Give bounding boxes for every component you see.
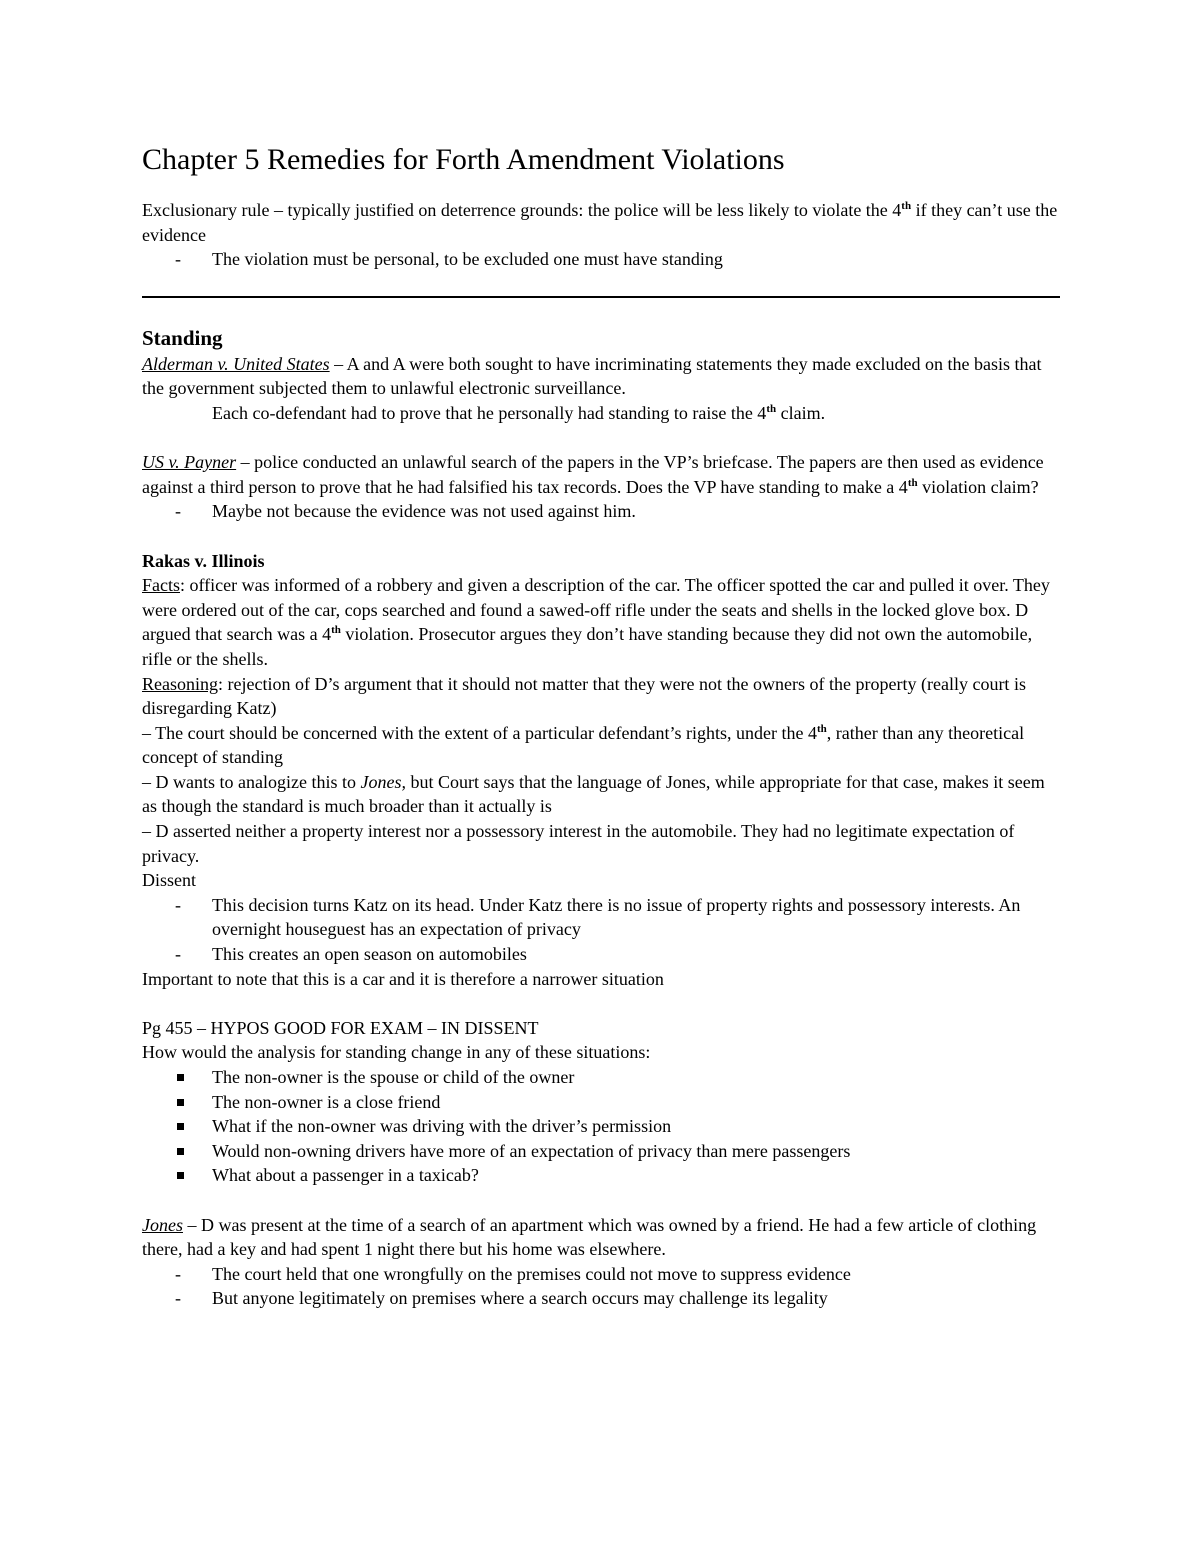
payner-paragraph [142,450,1060,499]
superscript: th [331,624,341,637]
document-title: Chapter 5 Remedies for Forth Amendment Violations [142,143,785,176]
list-item [142,1065,1060,1090]
rakas-heading: Rakas v. Illinois [142,550,265,571]
dash-marker: - [175,944,181,965]
dash-marker: - [175,501,181,522]
jones-text: – D was present at the time of a search of an apartment which was owned by a friend. He had a few article of clothing there, had a key and had spent 1 night there but his home was elsewhere. [142,1214,1037,1260]
superscript: th [766,402,777,415]
case-name-payner: US v. Payner [142,452,237,473]
dash-marker: - [175,249,181,270]
intro-bullet-list [142,247,1060,272]
list-item-text: Maybe not because the evidence was not used against him. [212,501,636,522]
point-text: – The court should be concerned with the extent of a particular defendant’s rights, under the 4 [142,722,817,743]
superscript: th [816,722,827,735]
intro-text: Exclusionary rule – typically justified on deterrence grounds: the police will be less likely to violate the 4 [142,200,902,220]
reasoning-label: Reasoning [142,673,218,694]
list-item-text: What about a passenger in a taxicab? [212,1165,479,1186]
point-text-end: , rather than any theoretical concept of standing [142,722,1025,768]
hypos-heading: Pg 455 – HYPOS GOOD FOR EXAM – IN DISSENT [142,1017,539,1038]
rakas-facts [142,573,1060,671]
list-item-text: The non-owner is a close friend [212,1091,441,1112]
list-item-text: The non-owner is the spouse or child of the owner [212,1067,575,1087]
spacer [142,1188,1060,1213]
list-item [142,1262,1060,1287]
payner-bullet-list [142,499,1060,524]
dash-marker: - [175,894,181,915]
point-text-end: but Court says that the language of Jones, while appropriate for that case, makes it seem as though the standard is much broader than it actually is [142,771,1045,817]
list-item [142,1114,1060,1139]
list-item [142,1286,1060,1311]
alderman-note-end: claim. [776,402,826,423]
list-item [142,499,1060,524]
payner-text-end: violation claim? [917,476,1039,497]
superscript: th [907,476,918,489]
dissent-bullet-list [142,893,1060,967]
spacer [142,426,1060,451]
exclusionary-rule-paragraph [142,198,1060,247]
superscript: th [901,200,912,212]
spacer [142,524,1060,549]
jones-paragraph [142,1213,1060,1262]
square-bullet-icon [177,1172,184,1179]
list-item-text: This decision turns Katz on its head. Under Katz there is no issue of property rights and possessory interests. An overnight houseguest has an expectation of privacy [212,894,1021,940]
case-name-jones: Jones [142,1214,183,1235]
jones-bullet-list [142,1262,1060,1311]
dash-marker: - [175,1288,181,1309]
facts-text-end: violation. Prosecutor argues they don’t have standing because they did not own the automobile, rifle or the shells. [142,624,1033,669]
list-item-text: What if the non-owner was driving with the driver’s permission [212,1116,672,1137]
list-item-text: This creates an open season on automobiles [212,944,527,965]
dash-marker: - [175,1263,181,1284]
case-name-alderman: Alderman v. United States [142,353,330,374]
facts-text: : officer was informed of a robbery and given a description of the car. The officer spotted the car and pulled it over. They were ordered out of the car, cops searched and found a sawed-off rifle under the seats and shells in the locked glove box. D argued that search was a 4 [142,575,1050,645]
list-item-text: Would non-owning drivers have more of an expectation of privacy than mere passengers [212,1140,851,1161]
rakas-reasoning [142,672,1060,721]
list-item-text: The court held that one wrongfully on the premises could not move to suppress evidence [212,1263,851,1284]
square-bullet-icon [177,1148,184,1155]
list-item-text: But anyone legitimately on premises where a search occurs may challenge its legality [212,1288,828,1309]
alderman-note-text: Each co-defendant had to prove that he personally had standing to raise the 4 [212,402,767,423]
rakas-point-3: – D asserted neither a property interest nor a possessory interest in the automobile. They had no legitimate expectation of privacy. [142,821,1015,866]
spacer [142,991,1060,1016]
list-item [142,1139,1060,1164]
list-item [142,893,1060,942]
alderman-paragraph [142,352,1060,401]
intro-text-end: if they can’t use the evidence [142,200,1058,245]
list-item-text: The violation must be personal, to be excluded one must have standing [212,249,723,270]
hypos-list [142,1065,1060,1188]
list-item [142,1090,1060,1115]
alderman-text: – A and A were both sought to have incriminating statements they made excluded on the basis that the government subjected them to unlawful electronic surveillance. [142,353,1042,399]
rakas-note: Important to note that this is a car and it is therefore a narrower situation [142,968,664,989]
document-page [142,140,1060,1311]
dissent-label: Dissent [142,870,196,891]
standing-heading: Standing [142,325,223,350]
list-item [142,1163,1060,1188]
square-bullet-icon [177,1074,184,1081]
list-item [142,942,1060,967]
point-text: – D wants to analogize this to [142,771,361,792]
list-item [142,247,1060,272]
square-bullet-icon [177,1099,184,1106]
rakas-point-2 [142,770,1060,819]
square-bullet-icon [177,1123,184,1130]
section-divider [142,296,1060,298]
alderman-note [142,401,1060,426]
hypos-question: How would the analysis for standing change in any of these situations: [142,1042,651,1063]
reasoning-text: : rejection of D’s argument that it should not matter that they were not the owners of the property (really court is disregarding Katz) [142,673,1026,719]
rakas-point-1 [142,721,1060,770]
facts-label: Facts [142,575,180,596]
payner-text: – police conducted an unlawful search of the papers in the VP’s briefcase. The papers are then used as evidence against a third person to prove that he had falsified his tax records. Does the VP have standing to make a 4 [142,452,1044,497]
case-reference-jones: Jones, [360,771,406,792]
